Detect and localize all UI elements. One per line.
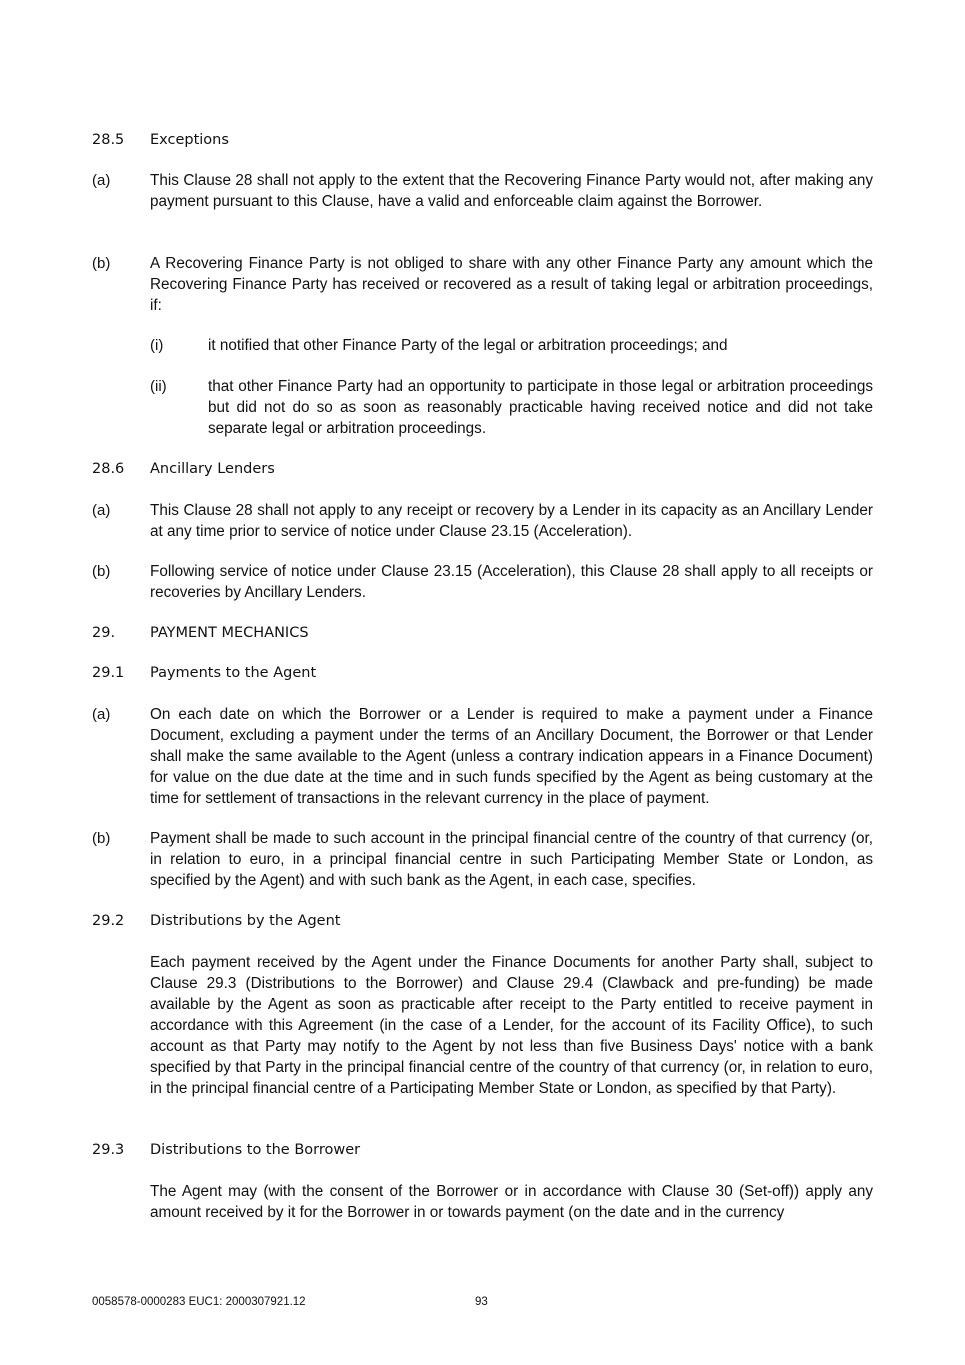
subparagraph-text: it notified that other Finance Party of the legal or arbitration proceedings; and: [208, 337, 728, 354]
clause-number: 28.5: [92, 132, 125, 148]
paragraph-29-1-b: [92, 828, 873, 891]
clause-heading: Ancillary Lenders: [150, 461, 275, 477]
paragraph-text: This Clause 28 shall not apply to any receipt or recovery by a Lender in its capacity as an Ancillary Lender at any time prior to service of notice under Clause 23.15 (Acceleration).: [150, 502, 873, 540]
paragraph-label: (a): [92, 502, 111, 519]
subparagraph-label: (ii): [150, 378, 167, 395]
section-28-5-heading: [92, 130, 873, 151]
section-29-1-heading: [92, 663, 873, 684]
paragraph-text: On each date on which the Borrower or a Lender is required to make a payment under a Finance Document, excluding a payment under the terms of an Ancillary Document, the Borrower or that Lender shall make the same available to the Agent (unless a contrary indication appears in a Finance Document) for value on the due date at the time and in such funds specified by the Agent as being customary at the time for settlement of transactions in the relevant currency in the place of payment.: [150, 706, 873, 807]
clause-number: 29.1: [92, 665, 125, 681]
paragraph-text: Payment shall be made to such account in the principal financial centre of the country of that currency (or, in relation to euro, in a principal financial centre in such Participating Member State or London, as specified by the Agent) and with such bank as the Agent, in each case, specifies.: [150, 830, 873, 889]
subparagraph-label: (i): [150, 337, 164, 354]
footer-document-reference: 0058578-0000283 EUC1: 2000307921.12: [92, 1296, 306, 1308]
paragraph-text: A Recovering Finance Party is not obliged to share with any other Finance Party any amount which the Recovering Finance Party has received or recovered as a result of taking legal or arbitration proceedings, if:: [150, 255, 873, 314]
clause-heading: PAYMENT MECHANICS: [150, 625, 309, 641]
subparagraph-28-5-b-i: [92, 335, 873, 356]
paragraph-text: The Agent may (with the consent of the Borrower or in accordance with Clause 30 (Set-off)) apply any amount received by it for the Borrower in or towards payment (on the date and in the currency: [150, 1183, 873, 1221]
subparagraph-28-5-b-ii: [92, 376, 873, 439]
paragraph-28-5-b: [92, 253, 873, 316]
paragraph-label: (a): [92, 172, 111, 189]
paragraph-29-1-a: [92, 704, 873, 809]
clause-heading: Exceptions: [150, 132, 229, 148]
clause-heading: Payments to the Agent: [150, 665, 317, 681]
paragraph-label: (b): [92, 830, 111, 847]
clause-number: 28.6: [92, 461, 125, 477]
subparagraph-text: that other Finance Party had an opportunity to participate in those legal or arbitration proceedings but did not do so as soon as reasonably practicable having received notice and did not take separate legal or arbitration proceedings.: [208, 378, 873, 437]
paragraph-28-6-a: [92, 500, 873, 542]
clause-number: 29.: [92, 625, 116, 641]
paragraph-text: Each payment received by the Agent under the Finance Documents for another Party shall, subject to Clause 29.3 (Distributions to the Borrower) and Clause 29.4 (Clawback and pre-funding) be made available by the Agent as soon as practicable after receipt to the Party entitled to receive payment in accordance with this Agreement (in the case of a Lender, for the account of its Facility Office), to such account as that Party may notify to the Agent by not less than five Business Days' notice with a bank specified by that Party in the principal financial centre of the country of that currency (or, in relation to euro, in the principal financial centre of a Participating Member State or London, as specified by that Party).: [150, 954, 873, 1097]
footer-page-number: 93: [475, 1296, 488, 1308]
clause-heading: Distributions to the Borrower: [150, 1142, 361, 1158]
clause-number: 29.3: [92, 1142, 125, 1158]
clause-number: 29.2: [92, 913, 125, 929]
paragraph-label: (b): [92, 255, 111, 272]
clause-heading: Distributions by the Agent: [150, 913, 341, 929]
section-29-2-heading: [92, 911, 873, 932]
paragraph-29-3-body: [92, 1181, 873, 1223]
paragraph-28-6-b: [92, 561, 873, 603]
paragraph-text: Following service of notice under Clause 23.15 (Acceleration), this Clause 28 shall apply to all receipts or recoveries by Ancillary Lenders.: [150, 563, 873, 601]
section-29-heading: [92, 623, 873, 644]
paragraph-label: (b): [92, 563, 111, 580]
paragraph-label: (a): [92, 706, 111, 723]
paragraph-text: This Clause 28 shall not apply to the extent that the Recovering Finance Party would not, after making any payment pursuant to this Clause, have a valid and enforceable claim against the Borrower.: [150, 172, 873, 210]
section-28-6-heading: [92, 459, 873, 480]
paragraph-29-2-body: [92, 952, 873, 1099]
section-29-3-heading: [92, 1140, 873, 1161]
paragraph-28-5-a: [92, 170, 873, 212]
